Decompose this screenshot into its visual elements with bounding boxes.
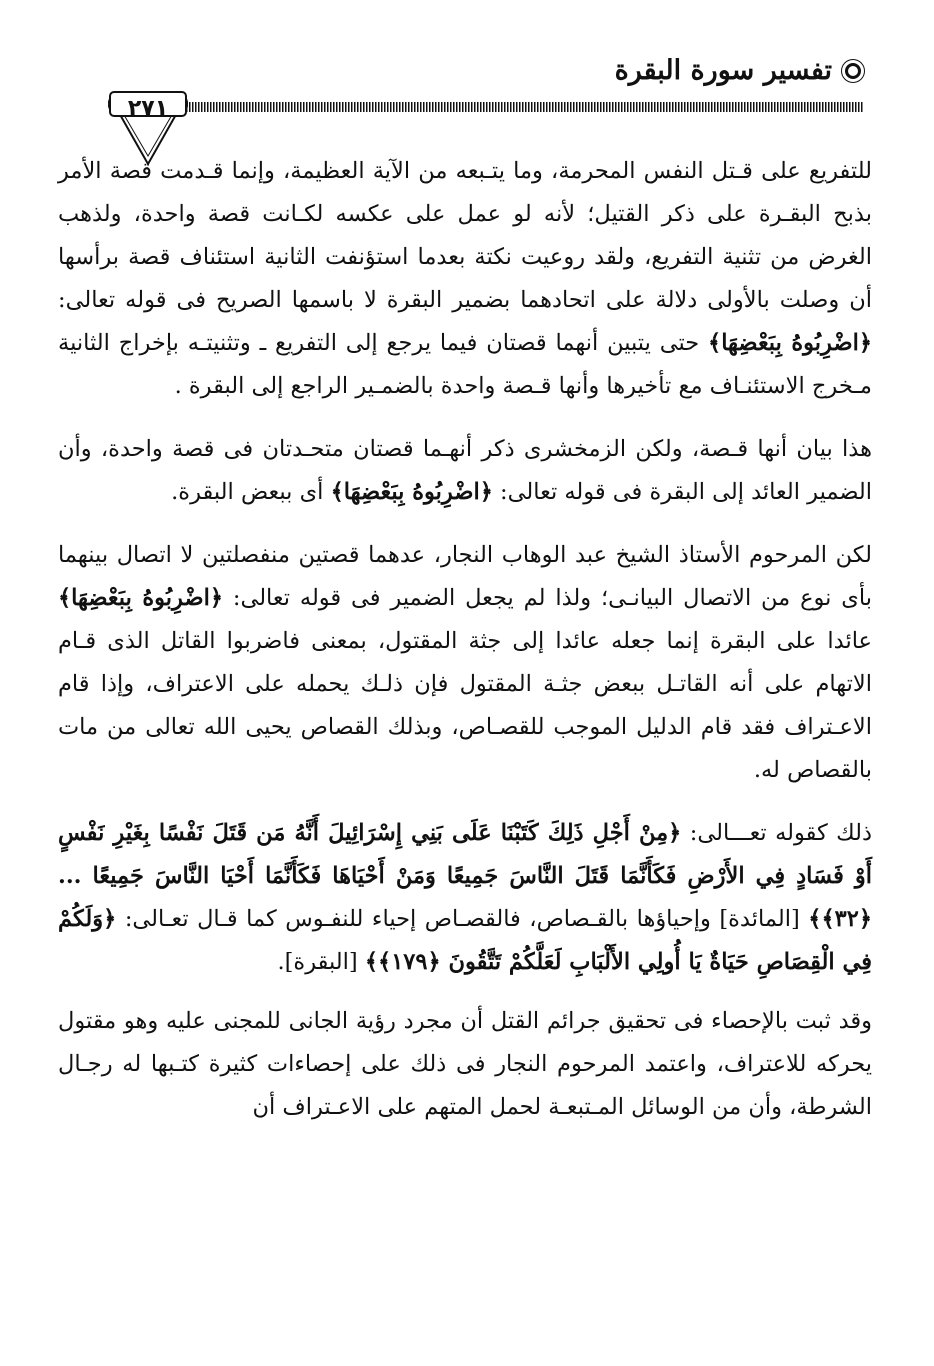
text-segment: أى ببعض البقرة. bbox=[171, 479, 331, 505]
text-segment: حتى يتبين أنهما قصتان فيما يرجع إلى التفريع ـ وتثنيتـه بإخراج الثانية مـخرج الاستئنـاف مع تأخيرها وأنها قـصة واحدة بالضمـير الراجع إلى البقرة . bbox=[58, 330, 872, 399]
quran-verse: ﴿اضْرِبُوهُ بِبَعْضِهَا﴾ bbox=[58, 585, 223, 611]
paragraph-1 bbox=[58, 150, 872, 408]
page-body bbox=[58, 150, 872, 1149]
text-segment: للتفريع على قـتل النفس المحرمة، وما يتـبعه من الآية العظيمة، وإنما قـدمت قصة الأمر بذبح البقـرة على ذكر القتيل؛ لأنه لو عمل على عكسه لكـانت قصة واحدة، ولذهب الغرض من تثنية التفريع، ولقد روعيت نكتة بعدما استؤنفت الثانية استئناف قصة برأسها أن وصلت بالأولى دلالة على اتحادهما بضمير البقرة لا باسمها الصريح فى قوله تعالى: bbox=[58, 158, 872, 313]
quran-verse: ﴿اضْرِبُوهُ بِبَعْضِهَا﴾ bbox=[330, 479, 493, 505]
text-segment: هذا بيان أنها قـصة، ولكن الزمخشرى ذكر أنهـما قصتان متحـدتان فى قصة واحدة، وأن الضمير العائد إلى البقرة فى قوله تعالى: bbox=[58, 436, 872, 505]
text-segment: وقد ثبت بالإحصاء فى تحقيق جرائم القتل أن مجرد رؤية الجانى للمجنى عليه وهو مقتول يحركه للاعتراف، واعتمد المرحوم النجار فى ذلك على إحصاءات كثيرة كتـبها له رجـال الشرطة، وأن من الوسائل المـتبعـة لحمل المتهم على الاعـتراف أن bbox=[58, 1008, 872, 1120]
paragraph-5 bbox=[58, 1000, 872, 1129]
quran-verse: ﴿مِنْ أَجْلِ ذَلِكَ كَتَبْنَا عَلَى بَنِي إِسْرَائِيلَ أَنَّهُ مَن قَتَلَ نَفْسًا بِغَيْرِ نَفْسٍ أَوْ فَسَادٍ فِي الأَرْضِ فَكَأَنَّمَا قَتَلَ النَّاسَ جَمِيعًا وَمَنْ أَحْيَاهَا فَكَأَنَّمَا أَحْيَا النَّاسَ جَمِيعًا ... ﴿٣٢﴾﴾ bbox=[58, 820, 872, 932]
paragraph-4 bbox=[58, 812, 872, 984]
header-rule bbox=[186, 102, 864, 112]
text-segment: [البقرة]. bbox=[277, 949, 365, 975]
running-header-title: تفسير سورة البقرة bbox=[614, 55, 832, 86]
quran-verse: ﴿اضْرِبُوهُ بِبَعْضِهَا﴾ bbox=[708, 330, 873, 356]
quran-verse: ﴿وَلَكُمْ فِي الْقِصَاصِ حَيَاةٌ يَا أُولِي الأَلْبَابِ لَعَلَّكُمْ تَتَّقُونَ ﴿١٧٩﴾﴾ bbox=[58, 906, 872, 975]
text-segment: لكن المرحوم الأستاذ الشيخ عبد الوهاب النجار، عدهما قصتين منفصلتين لا اتصال بينهما بأى نوع من الاتصال البيانـى؛ ولذا لم يجعل الضمير فى قوله تعالى: bbox=[58, 542, 872, 611]
running-header bbox=[615, 55, 864, 86]
text-segment: [المائدة] وإحياؤها بالقـصاص، فالقصـاص إحياء للنفـوس كما قـال تعـالى: bbox=[116, 906, 809, 932]
page-number: ٢٧١ bbox=[127, 96, 169, 121]
page-header bbox=[108, 50, 864, 140]
text-segment: ذلك كقوله تعـــالى: bbox=[681, 820, 872, 846]
text-segment: عائدا على البقرة إنما جعله عائدا إلى جثة المقتول، بمعنى فاضربوا القاتل الذى قـام الاتهام على أنه القاتـل ببعض جثـة المقتول فإن ذلـك يحمله على الاعتراف، وإذا قام الاعـتراف فقد قام الدليل الموجب للقصـاص، وبذلك القصاص يحيى الله تعالى من مات بالقصاص له. bbox=[58, 628, 872, 783]
paragraph-3 bbox=[58, 534, 872, 792]
paragraph-2 bbox=[58, 428, 872, 514]
header-ornament-icon bbox=[842, 60, 864, 82]
